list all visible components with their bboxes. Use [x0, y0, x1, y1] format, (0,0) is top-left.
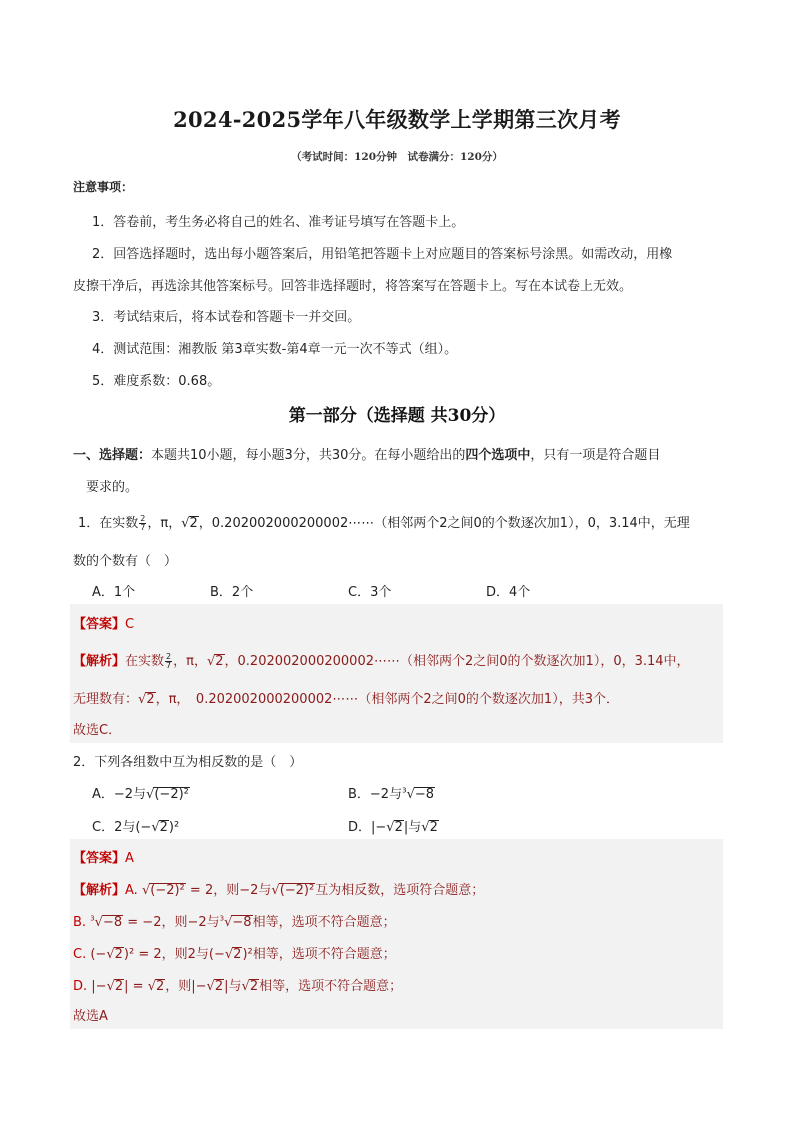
q2-option-c-text: C．2与(−: [92, 820, 152, 835]
q2-analysis-b-radicand2: −8: [232, 915, 252, 930]
q2-answer-block: [70, 839, 723, 1029]
notice-item-1: 1．答卷前，考生务必将自己的姓名、准考证号填写在答题卡上。: [92, 215, 465, 230]
root-index: 3: [90, 914, 95, 923]
q2-option-a-text: A．−2与: [92, 787, 147, 802]
cube-root-icon: √: [94, 915, 103, 930]
q2-option-b-text: B．−2与: [348, 787, 403, 802]
q2-analysis-a-mid: = 2，则−2与: [189, 883, 272, 898]
page-title: 2024-2025学年八年级数学上学期第三次月考: [173, 107, 621, 132]
q1-option-d: D．4个: [486, 585, 531, 600]
q2-analysis-a-radicand: (−2)²: [150, 883, 185, 898]
q2-analysis-d-mid: | =: [124, 979, 148, 994]
section-intro-emphasis: 四个选项中: [465, 448, 531, 463]
q1-analysis-post: ，0.202002000200002⋯⋯（相邻两个2之间0的个数逐次加1），0，3.14中，: [224, 654, 690, 669]
root-index: 3: [219, 914, 225, 923]
q2-option-d-text: D．|−: [348, 820, 387, 835]
fraction-numerator: 2: [140, 514, 146, 523]
q2-analysis-c: C. (−√2)² = 2，则2与(−√2)²相等，选项不符合题意；: [73, 947, 396, 962]
q2-option-c-exponent: )²: [168, 820, 180, 835]
analysis-label-d: D.: [73, 979, 88, 994]
analysis-tag: 【解析】: [73, 883, 126, 898]
q1-analysis-pi: ，π，: [173, 654, 207, 669]
q1-fraction: [139, 515, 146, 532]
section-intro-tail: ，只有一项是符合题目: [530, 448, 661, 463]
q2-analysis-a-radicand2: (−2)²: [279, 883, 315, 898]
q2-analysis-a: [73, 879, 484, 898]
q2-analysis-c-mid: )² = 2，则2与(−: [123, 947, 225, 962]
q2-conclusion: 故选A: [73, 1009, 108, 1024]
fraction-numerator: 2: [166, 652, 172, 661]
q1-option-b: B．2个: [210, 585, 254, 600]
q2-analysis-d-end: 相等，选项不符合题意；: [259, 979, 403, 994]
sqrt-icon: √: [224, 947, 234, 962]
answer-tag: 【答案】: [73, 617, 126, 632]
analysis-label-c: C.: [73, 947, 87, 962]
q2-analysis-a-end: 互为相反数，选项符合题意；: [315, 883, 485, 898]
sqrt-icon: √: [146, 787, 155, 802]
q1-analysis-fraction: [165, 653, 172, 670]
q2-analysis-d-mid2: ，则|−: [165, 979, 207, 994]
notice-item-2a: 2．回答选择题时，选出每小题答案后，用铅笔把答题卡上对应题目的答案标号涂黑。如需改动，用橡: [92, 247, 673, 262]
section-title: 第一部分（选择题 共30分）: [288, 406, 506, 426]
section-intro-line2: 要求的。: [86, 480, 139, 495]
q2-analysis-b-radicand: −8: [102, 915, 123, 930]
cube-root-icon: √: [406, 787, 415, 802]
q2-option-d: [348, 816, 439, 835]
q1-sqrt-radicand: 2: [189, 516, 198, 531]
analysis-label-b: B.: [73, 915, 87, 930]
sqrt-icon: √: [106, 947, 115, 962]
q2-option-c: [92, 816, 179, 835]
q1-analysis-count: ，π， 0.202002000200002⋯⋯（相邻两个2之间0的个数逐次加1），共3个．: [155, 692, 619, 707]
q2-analysis-d-mid3: |与: [224, 979, 242, 994]
sqrt-icon: √: [181, 516, 190, 531]
q1-stem-pre: 1．在实数: [78, 516, 139, 531]
fraction-denominator: 7: [166, 661, 172, 670]
sqrt-icon: √: [206, 979, 215, 994]
section-intro-body: 本题共10小题，每小题3分，共30分。在每小题给出的: [151, 448, 466, 463]
sqrt-icon: √: [106, 979, 115, 994]
notice-item-4: 4．测试范围：湘教版 第3章实数-第4章一元一次不等式（组）。: [92, 342, 458, 357]
answer-value: A: [125, 851, 134, 866]
q2-stem: 2．下列各组数中互为相反数的是（ ）: [73, 755, 303, 770]
q2-option-b: [348, 783, 435, 802]
answer-value: C: [125, 617, 135, 632]
q2-answer: [73, 847, 134, 866]
q2-analysis-c-end: )²相等，选项不符合题意；: [242, 947, 396, 962]
cube-root-icon: √: [224, 915, 233, 930]
analysis-label-a: A.: [125, 883, 138, 898]
q2-analysis-b: [73, 911, 396, 930]
q2-analysis-d-radicand3: 2: [214, 979, 224, 994]
sqrt-icon: √: [241, 979, 250, 994]
q2-analysis-d-radicand4: 2: [249, 979, 259, 994]
sqrt-icon: √: [271, 883, 280, 898]
section-intro-label: 一、选择题：: [73, 448, 152, 463]
sqrt-icon: √: [147, 979, 156, 994]
q1-conclusion: 故选C．: [73, 723, 122, 738]
fraction-denominator: 7: [140, 523, 146, 532]
q1-stem-line2: 数的个数有（ ）: [73, 554, 178, 569]
sqrt-icon: √: [151, 820, 160, 835]
q2-option-d-radicand2: 2: [429, 820, 438, 835]
q1-analysis-sqrt2: 2: [146, 692, 155, 707]
q2-analysis-c-radicand2: 2: [233, 947, 242, 962]
q2-option-d-mid: |与: [403, 820, 422, 835]
q1-option-a: A．1个: [92, 585, 136, 600]
q2-analysis-c-radicand: 2: [114, 947, 123, 962]
notice-item-2b: 皮擦干净后，再选涂其他答案标号。回答非选择题时，将答案写在答题卡上。写在本试卷上无效。: [73, 279, 633, 294]
q2-option-a: [92, 783, 190, 802]
q1-stem-post: ，0.202002000200002⋯⋯（相邻两个2之间0的个数逐次加1），0，3.14中，无理: [198, 516, 690, 531]
q2-analysis-d-radicand: 2: [114, 979, 124, 994]
answer-tag: 【答案】: [73, 851, 126, 866]
q1-pi: ，π，: [147, 516, 182, 531]
q1-option-c: C．3个: [348, 585, 392, 600]
q2-option-c-radicand: 2: [159, 820, 168, 835]
notice-item-3: 3．考试结束后，将本试卷和答题卡一并交回。: [92, 310, 361, 325]
root-index: 3: [402, 786, 407, 795]
q1-answer-block: [70, 604, 723, 743]
q1-stem-line1: [78, 512, 690, 532]
notice-item-5: 5．难度系数：0.68。: [92, 374, 221, 389]
q2-analysis-b-mid: = −2，则−2与: [127, 915, 220, 930]
q1-analysis-pre: 在实数: [125, 654, 165, 669]
exam-info: （考试时间：120分钟 试卷满分：120分）: [291, 151, 503, 163]
q1-analysis-irrationals-label: 无理数有：: [73, 692, 139, 707]
sqrt-icon: √: [421, 820, 430, 835]
q2-analysis-d-radicand2: 2: [155, 979, 165, 994]
q2-option-d-radicand: 2: [394, 820, 403, 835]
q2-analysis-d: D. |−√2| = √2，则|−√2|与√2相等，选项不符合题意；: [73, 979, 403, 994]
sqrt-icon: √: [138, 692, 147, 707]
q1-analysis-line1: [73, 650, 690, 670]
sqrt-icon: √: [141, 883, 151, 898]
sqrt-icon: √: [206, 654, 216, 669]
q2-option-a-radicand: (−2)²: [154, 787, 189, 802]
q1-answer: [73, 613, 134, 632]
q1-analysis-sqrt: 2: [215, 654, 224, 669]
q2-analysis-b-end: 相等，选项不符合题意；: [252, 915, 396, 930]
q1-analysis-line2: [73, 688, 619, 707]
analysis-tag: 【解析】: [73, 654, 126, 669]
sqrt-icon: √: [386, 820, 395, 835]
q2-option-b-radicand: −8: [414, 787, 435, 802]
notice-heading: 注意事项：: [73, 180, 134, 194]
section-intro: [73, 444, 660, 463]
